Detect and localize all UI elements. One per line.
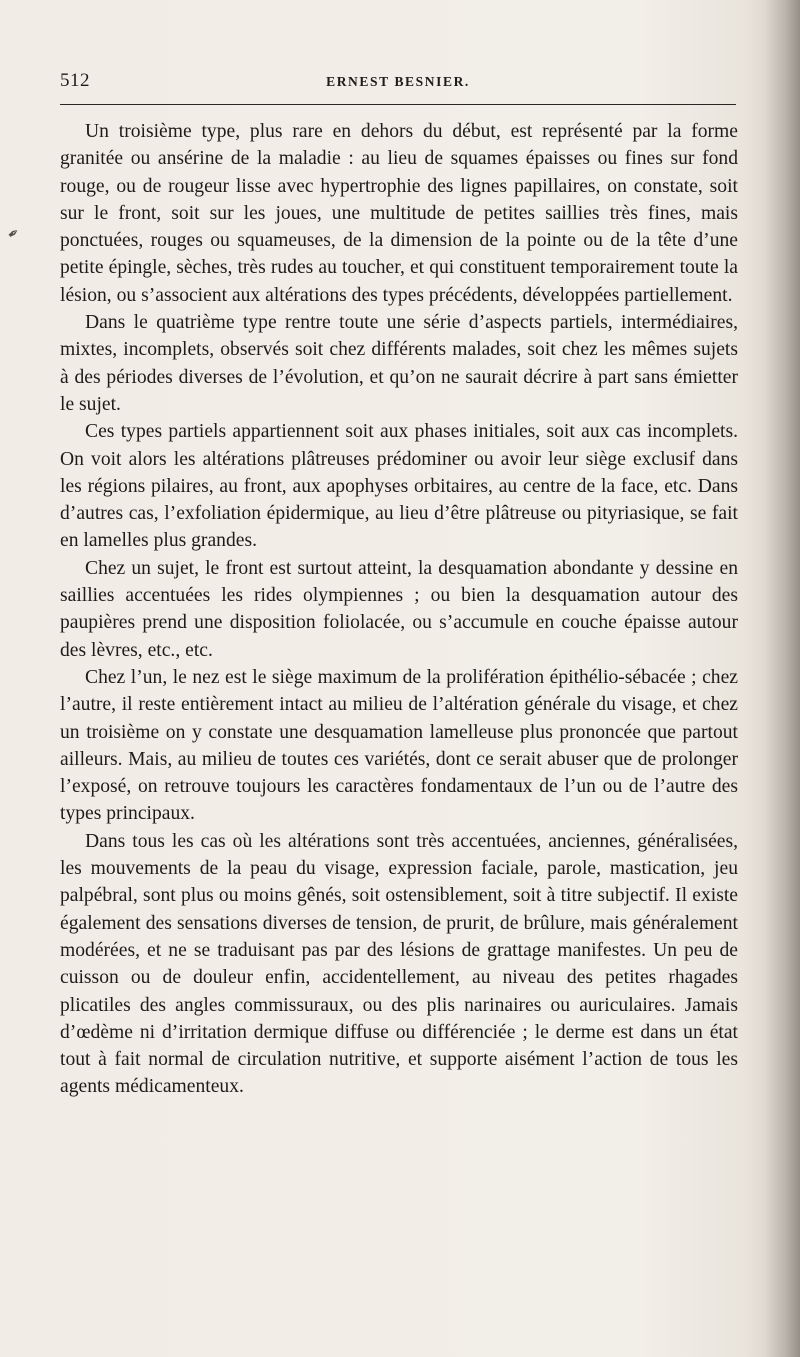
paragraph-6: Dans tous les cas où les altérations sont très accentuées, anciennes, généralisées, les mouvements de la peau du visage, expression faciale, parole, mastication, jeu palpébral, sont plus ou moins gênés, soit ostensiblement, soit à titre subjectif. Il existe également des sensations diverses de tension, de prurit, de brûlure, mais généralement modérées, et ne se traduisant pas par des lésions de grattage manifestes. Un peu de cuisson ou de douleur enfin, accidentellement, au niveau des petites rhagades plicatiles des angles commissuraux, ou des plis narinaires ou auriculaires. Jamais d’œdème ni d’irritation dermique diffuse ou différenciée ; le derme est dans un état tout à fait normal de circulation nutritive, et supporte aisément l’action de tous les agents médicamenteux.	[60, 830, 738, 1098]
paragraph-5: Chez l’un, le nez est le siège maximum de la prolifération épithélio-sébacée ; chez l’autre, il reste entièrement intact au milieu de l’altération générale du visage, et chez un troisième on y constate une desquamation lamelleuse plus prononcée que partout ailleurs. Mais, au milieu de toutes ces variétés, dont ce serait abuser que de prolonger l’exposé, on retrouve toujours les caractères fondamentaux de l’un ou de l’autre des types principaux.	[60, 666, 738, 825]
paragraph-3: Ces types partiels appartiennent soit aux phases initiales, soit aux cas incomplets. On voit alors les altérations plâtreuses prédominer ou avoir leur siège exclusif dans les régions pilaires, au front, aux apophyses orbitaires, au centre de la face, etc. Dans d’autres cas, l’exfoliation épidermique, au lieu d’être plâtreuse ou pityriasique, se fait en lamelles plus grandes.	[60, 421, 738, 552]
running-title: ERNEST BESNIER.	[326, 74, 470, 89]
body-text	[60, 118, 738, 1101]
paragraph-4: Chez un sujet, le front est surtout atteint, la desquamation abondante y dessine en saillies accentuées les rides olympiennes ; ou bien la desquamation autour des paupières prend une disposition foliolacée, ou s’accumule en couche épaisse autour des lèvres, etc., etc.	[60, 557, 738, 661]
spine-shadow	[764, 0, 800, 1357]
paragraph-1: Un troisième type, plus rare en dehors du début, est représenté par la forme granitée ou ansérine de la maladie : au lieu de squames épaisses ou fines sur fond rouge, ou de rougeur lisse avec hypertrophie des lignes papillaires, on constate, soit sur le front, soit sur les joues, une multitude de petites saillies très fines, mais ponctuées, rouges ou squameuses, de la dimension de la pointe ou de la tête d’une petite épingle, sèches, très rudes au toucher, et qui constituent temporairement toute la lésion, ou s’associent aux altérations des types précédents, développées partiellement.	[60, 121, 738, 306]
page-number: 512	[60, 70, 90, 91]
running-head	[60, 70, 736, 96]
paragraph-2: Dans le quatrième type rentre toute une série d’aspects partiels, intermédiaires, mixtes, incomplets, observés soit chez différents malades, soit chez les mêmes sujets à des périodes diverses de l’évolution, et qu’on ne saurait décrire à part sans émietter le sujet.	[60, 312, 738, 415]
header-rule	[60, 104, 736, 105]
margin-ink-mark: ✒	[4, 224, 24, 244]
